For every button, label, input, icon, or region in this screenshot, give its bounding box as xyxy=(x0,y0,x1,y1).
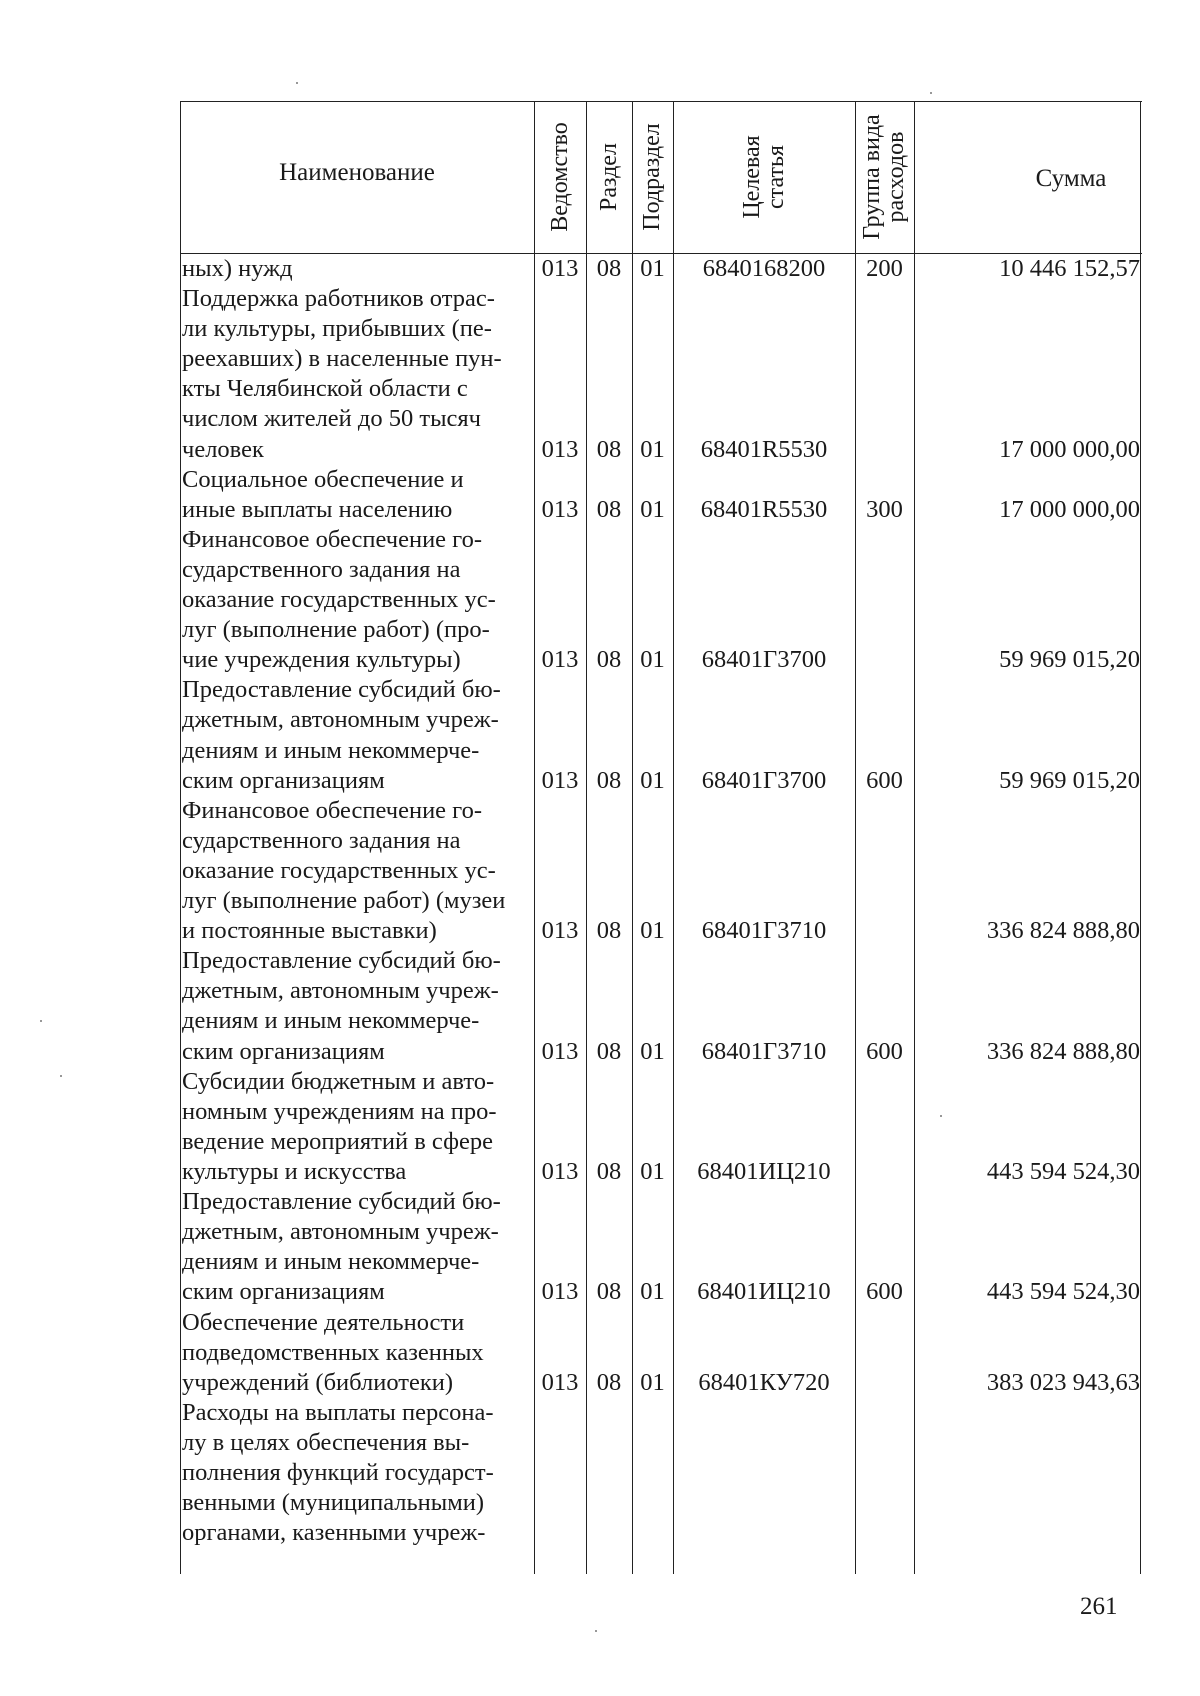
cell-target-article: 68401Г3700 xyxy=(701,646,827,674)
cell-sum: 17 000 000,00 xyxy=(999,495,1140,523)
header-group-line2: расходов xyxy=(883,131,909,223)
description-line: Социальное обеспечение и xyxy=(182,465,464,493)
description-line: Расходы на выплаты персона- xyxy=(182,1398,494,1426)
cell-department: 013 xyxy=(541,1368,579,1396)
cell-sum: 59 969 015,20 xyxy=(999,646,1140,674)
cell-sum: 443 594 524,30 xyxy=(986,1278,1140,1306)
cell-subsection: 01 xyxy=(640,495,665,523)
cell-expense-group: 600 xyxy=(866,1278,903,1306)
col-border xyxy=(1140,101,1141,1574)
description-line: Поддержка работников отрас- xyxy=(182,285,495,313)
header-subsection: Подраздел xyxy=(639,123,665,231)
cell-subsection: 01 xyxy=(640,646,665,674)
description-line: луг (выполнение работ) (музеи xyxy=(182,887,506,915)
cell-section: 08 xyxy=(596,1278,622,1306)
description-line: подведомственных казенных xyxy=(182,1338,484,1366)
cell-target-article: 68401КУ720 xyxy=(698,1368,830,1396)
cell-department: 013 xyxy=(541,917,579,945)
description-line: ским организациям xyxy=(182,1037,385,1065)
header-expense-group xyxy=(860,114,908,239)
description-line: лу в целях обеспечения вы- xyxy=(182,1428,470,1456)
cell-department: 013 xyxy=(541,766,579,794)
cell-expense-group: 600 xyxy=(866,766,903,794)
col-border xyxy=(534,101,535,1574)
description-line: Предоставление субсидий бю- xyxy=(182,1188,501,1216)
description-line: человек xyxy=(182,435,264,463)
description-line: и постоянные выставки) xyxy=(182,917,437,945)
table-top-border xyxy=(180,101,1142,102)
row-description xyxy=(182,1187,530,1307)
description-line: венными (муниципальными) xyxy=(182,1489,485,1517)
header-department: Ведомство xyxy=(547,122,573,232)
description-line: Обеспечение деятельности xyxy=(182,1308,465,1336)
description-line: оказание государственных ус- xyxy=(182,856,496,884)
scan-speck xyxy=(40,1020,42,1022)
description-line: полнения функций государст- xyxy=(182,1458,494,1486)
cell-expense-group: 600 xyxy=(866,1037,903,1065)
col-border xyxy=(914,101,915,1574)
row-description xyxy=(182,525,530,675)
row-description xyxy=(182,284,530,465)
budget-table xyxy=(180,101,1142,1574)
description-line: иные выплаты населению xyxy=(182,495,453,523)
cell-expense-group: 300 xyxy=(866,495,903,523)
cell-subsection: 01 xyxy=(640,1278,665,1306)
cell-sum: 383 023 943,63 xyxy=(986,1368,1140,1396)
cell-subsection: 01 xyxy=(640,435,665,463)
cell-sum: 59 969 015,20 xyxy=(999,766,1140,794)
cell-department: 013 xyxy=(541,495,579,523)
description-line: луг (выполнение работ) (про- xyxy=(182,616,490,644)
header-sum: Сумма xyxy=(1035,165,1107,192)
description-line: джетным, автономным учреж- xyxy=(182,706,499,734)
description-line: дениям и иным некоммерче- xyxy=(182,736,480,764)
description-line: дениям и иным некоммерче- xyxy=(182,1248,480,1276)
description-line: сударственного задания на xyxy=(182,826,461,854)
cell-department: 013 xyxy=(541,1278,579,1306)
row-description xyxy=(182,254,530,284)
description-line: кты Челябинской области с xyxy=(182,375,468,403)
scan-speck xyxy=(595,1630,597,1632)
description-line: ским организациям xyxy=(182,1278,385,1306)
description-line: джетным, автономным учреж- xyxy=(182,977,499,1005)
cell-sum: 336 824 888,80 xyxy=(986,1037,1140,1065)
cell-target-article: 68401R5530 xyxy=(700,435,828,463)
description-line: чие учреждения культуры) xyxy=(182,646,461,674)
cell-sum: 443 594 524,30 xyxy=(986,1158,1140,1185)
row-description xyxy=(182,1398,530,1548)
description-line: органами, казенными учреж- xyxy=(182,1519,486,1547)
cell-department: 013 xyxy=(541,646,579,674)
cell-target-article: 68401ИЦ210 xyxy=(697,1158,831,1185)
description-line: ведение мероприятий в сфере xyxy=(182,1127,493,1155)
cell-section: 08 xyxy=(596,255,622,282)
cell-target-article: 6840168200 xyxy=(702,255,826,282)
cell-department: 013 xyxy=(541,255,579,282)
cell-sum: 17 000 000,00 xyxy=(999,435,1140,463)
cell-department: 013 xyxy=(541,1037,579,1065)
cell-subsection: 01 xyxy=(640,1037,665,1065)
cell-subsection: 01 xyxy=(640,1158,665,1185)
description-line: сударственного задания на xyxy=(182,555,461,583)
col-border xyxy=(855,101,856,1574)
header-section: Раздел xyxy=(596,143,622,211)
header-target-line1: Целевая xyxy=(739,135,765,219)
description-line: Финансовое обеспечение го- xyxy=(182,796,483,824)
cell-target-article: 68401Г3700 xyxy=(701,766,827,794)
row-description xyxy=(182,465,530,525)
col-border xyxy=(586,101,587,1574)
cell-section: 08 xyxy=(596,1158,622,1185)
cell-sum: 336 824 888,80 xyxy=(986,917,1140,945)
scan-speck xyxy=(296,82,298,84)
cell-section: 08 xyxy=(596,1368,622,1396)
cell-target-article: 68401R5530 xyxy=(700,495,828,523)
row-description xyxy=(182,1308,530,1398)
cell-subsection: 01 xyxy=(640,917,665,945)
cell-target-article: 68401ИЦ210 xyxy=(697,1278,831,1306)
description-line: учреждений (библиотеки) xyxy=(182,1368,454,1396)
row-description xyxy=(182,1067,530,1187)
description-line: номным учреждениям на про- xyxy=(182,1097,497,1125)
cell-expense-group: 200 xyxy=(866,255,903,282)
description-line: реехавших) в населенные пун- xyxy=(182,345,502,373)
cell-target-article: 68401Г3710 xyxy=(701,917,827,945)
scan-speck xyxy=(60,1075,62,1077)
cell-section: 08 xyxy=(596,495,622,523)
cell-section: 08 xyxy=(596,917,622,945)
cell-section: 08 xyxy=(596,646,622,674)
row-description xyxy=(182,675,530,795)
header-group-line1: Группа вида xyxy=(859,114,885,240)
cell-department: 013 xyxy=(541,1158,579,1185)
description-line: числом жителей до 50 тысяч xyxy=(182,405,482,433)
cell-subsection: 01 xyxy=(640,1368,665,1396)
description-line: дениям и иным некоммерче- xyxy=(182,1007,480,1035)
cell-subsection: 01 xyxy=(640,766,665,794)
cell-subsection: 01 xyxy=(640,255,665,282)
cell-department: 013 xyxy=(541,435,579,463)
description-line: культуры и искусства xyxy=(182,1157,407,1185)
header-target-line2: статья xyxy=(763,145,789,209)
cell-sum: 10 446 152,57 xyxy=(999,255,1140,282)
col-border xyxy=(632,101,633,1574)
cell-target-article: 68401Г3710 xyxy=(701,1037,827,1065)
cell-section: 08 xyxy=(596,435,622,463)
page-number: 261 xyxy=(1080,1593,1118,1620)
cell-section: 08 xyxy=(596,1037,622,1065)
scan-speck xyxy=(930,92,932,94)
header-name: Наименование xyxy=(279,159,435,186)
description-line: ных) нужд xyxy=(182,255,293,282)
description-line: джетным, автономным учреж- xyxy=(182,1218,499,1246)
row-description xyxy=(182,946,530,1066)
header-target-article xyxy=(740,135,788,218)
description-line: оказание государственных ус- xyxy=(182,586,496,614)
description-line: Субсидии бюджетным и авто- xyxy=(182,1067,495,1095)
col-border xyxy=(180,101,181,1574)
description-line: Предоставление субсидий бю- xyxy=(182,676,501,704)
row-description xyxy=(182,796,530,946)
description-line: ским организациям xyxy=(182,766,385,794)
description-line: ли культуры, прибывших (пе- xyxy=(182,315,492,343)
scan-speck xyxy=(940,1115,942,1117)
description-line: Финансовое обеспечение го- xyxy=(182,525,483,553)
description-line: Предоставление субсидий бю- xyxy=(182,947,501,975)
cell-section: 08 xyxy=(596,766,622,794)
col-border xyxy=(673,101,674,1574)
